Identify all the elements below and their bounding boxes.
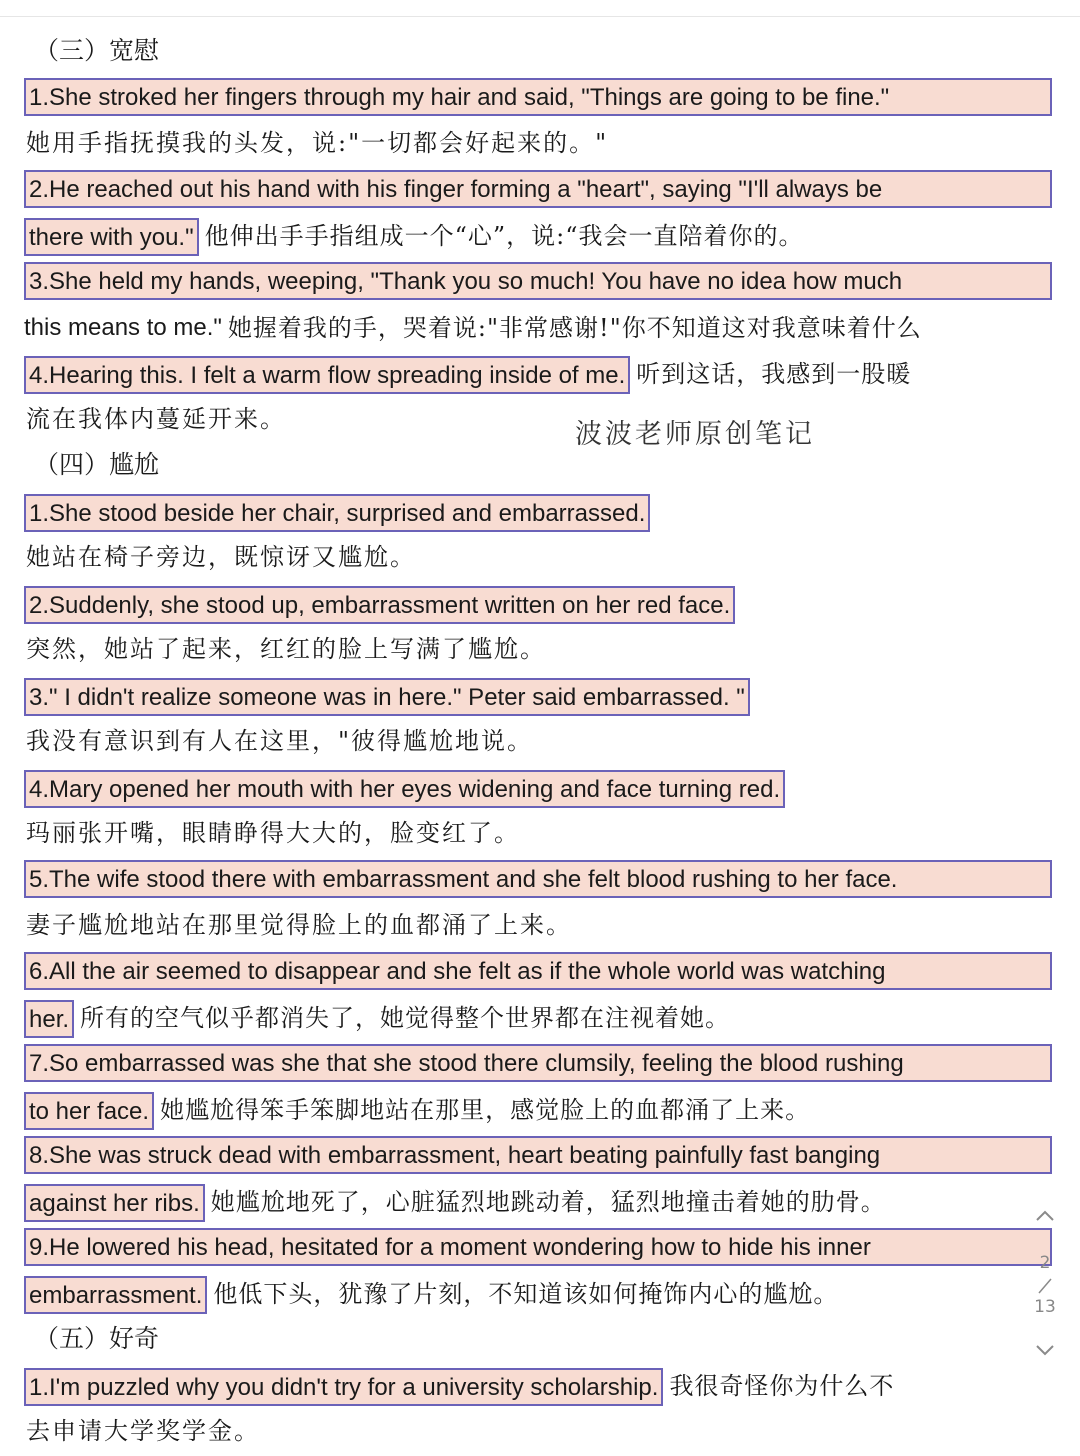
phrase-highlight: embarrassment. <box>24 1276 207 1314</box>
phrase-highlight: 5.The wife stood there with embarrassment and she felt blood rushing to her face. <box>24 860 1052 898</box>
phrase-highlight: 8.She was struck dead with embarrassment, heart beating painfully fast banging <box>24 1136 1052 1174</box>
phrase-highlight: there with you." <box>24 218 199 256</box>
translation-line: 她站在椅子旁边，既惊讶又尴尬。 <box>26 543 416 571</box>
translation-inline: 她尴尬地死了，心脏猛烈地跳动着，猛烈地撞击着她的肋骨。 <box>210 1188 886 1216</box>
phrase-highlight: her. <box>24 1000 74 1038</box>
phrase-highlight: 2.Suddenly, she stood up, embarrassment written on her red face. <box>24 586 735 624</box>
phrase-highlight: 1.I'm puzzled why you didn't try for a university scholarship. <box>24 1368 663 1406</box>
translation-line: 她用手指抚摸我的头发，说:"一切都会好起来的。" <box>26 129 609 157</box>
chevron-up-icon[interactable] <box>1034 1205 1056 1227</box>
phrase-highlight: 9.He lowered his head, hesitated for a moment wondering how to hide his inner <box>24 1228 1052 1266</box>
translation-line: 玛丽张开嘴，眼睛睁得大大的，脸变红了。 <box>26 819 520 847</box>
author-watermark: 波波老师原创笔记 <box>575 419 815 450</box>
page-separator-slash <box>1034 1275 1056 1297</box>
translation-line: 流在我体内蔓延开来。 <box>26 405 286 433</box>
phrase-highlight: 3.She held my hands, weeping, "Thank you so much! You have no idea how much <box>24 262 1052 300</box>
phrase-highlight: to her face. <box>24 1092 154 1130</box>
phrase-highlight: 3." I didn't realize someone was in here." Peter said embarrassed. " <box>24 678 750 716</box>
section-heading-comfort: （三）宽慰 <box>34 36 160 65</box>
translation-inline: 他低下头，犹豫了片刻，不知道该如何掩饰内心的尴尬。 <box>213 1280 839 1308</box>
translation-inline: 他伸出手手指组成一个“心”，说:“我会一直陪着你的。 <box>204 222 804 250</box>
current-page-number: 2 <box>1039 1253 1051 1273</box>
phrase-highlight: 1.She stood beside her chair, surprised and embarrassed. <box>24 494 650 532</box>
translation-line: 妻子尴尬地站在那里觉得脸上的血都涌了上来。 <box>26 911 572 939</box>
chevron-down-icon[interactable] <box>1034 1339 1056 1361</box>
total-page-number: 13 <box>1034 1297 1056 1317</box>
phrase-highlight: against her ribs. <box>24 1184 205 1222</box>
translation-inline: 听到这话，我感到一股暖 <box>636 360 912 388</box>
translation-line: 突然，她站了起来，红红的脸上写满了尴尬。 <box>26 635 546 663</box>
phrase-highlight: 7.So embarrassed was she that she stood there clumsily, feeling the blood rushing <box>24 1044 1052 1082</box>
plain-english-text: this means to me." <box>24 314 222 341</box>
note-page <box>24 30 1056 1456</box>
top-divider <box>0 16 1080 17</box>
phrase-highlight: 2.He reached out his hand with his finger forming a "heart", saying "I'll always be <box>24 170 1052 208</box>
translation-line: 我没有意识到有人在这里，"彼得尴尬地说。 <box>26 727 534 755</box>
section-heading-embarrassed: （四）尴尬 <box>34 450 160 479</box>
phrase-highlight: 4.Hearing this. I felt a warm flow spreading inside of me. <box>24 356 630 394</box>
phrase-highlight: 6.All the air seemed to disappear and she felt as if the whole world was watching <box>24 952 1052 990</box>
phrase-highlight: 1.She stroked her fingers through my hair and said, "Things are going to be fine." <box>24 78 1052 116</box>
translation-inline: 我很奇怪你为什么不 <box>669 1372 895 1400</box>
phrase-highlight: 4.Mary opened her mouth with her eyes widening and face turning red. <box>24 770 785 808</box>
section-heading-curious: （五）好奇 <box>34 1324 160 1353</box>
translation-line: 去申请大学奖学金。 <box>26 1417 260 1445</box>
translation-inline: 她握着我的手，哭着说:"非常感谢!"你不知道这对我意味着什么 <box>227 314 922 342</box>
translation-inline: 她尴尬得笨手笨脚地站在那里，感觉脸上的血都涌了上来。 <box>160 1096 811 1124</box>
translation-inline: 所有的空气似乎都消失了，她觉得整个世界都在注视着她。 <box>80 1004 731 1032</box>
